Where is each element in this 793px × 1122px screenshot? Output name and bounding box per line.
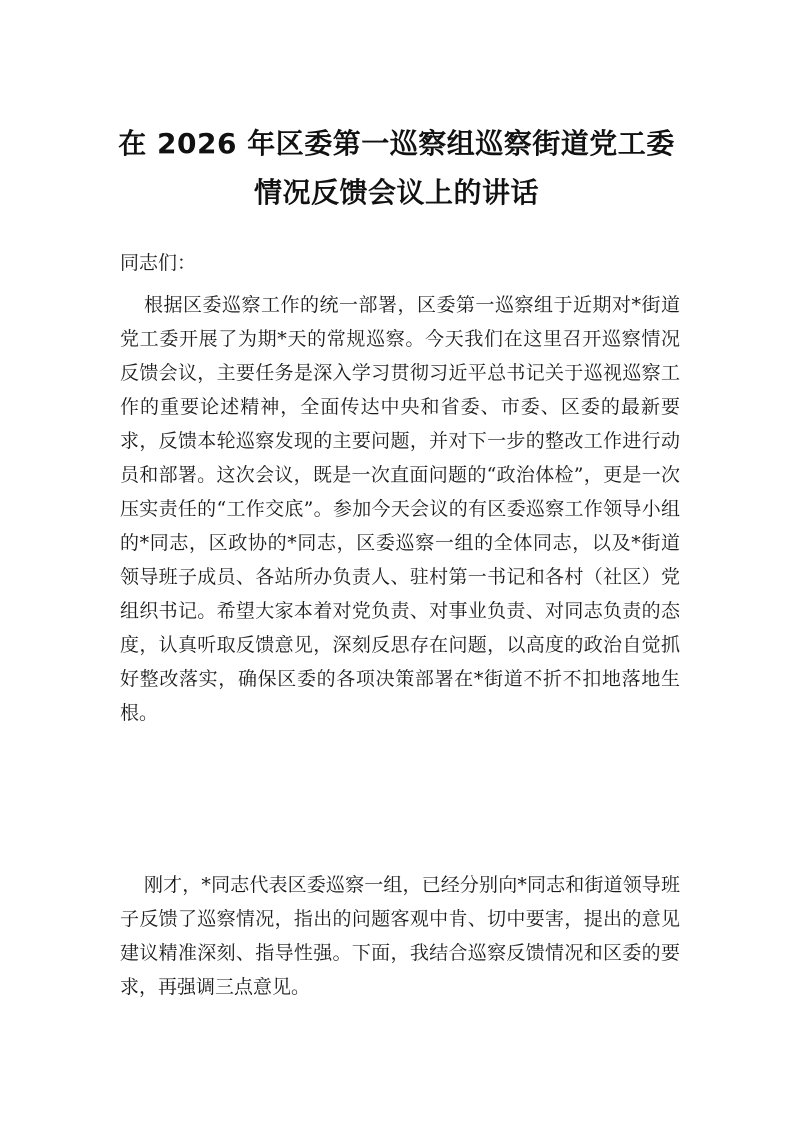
salutation: 同志们： — [120, 252, 197, 274]
paragraph-2: 刚才，*同志代表区委巡察一组，已经分别向*同志和街道领导班子反馈了巡察情况，指出的问题客观中肯、切中要害，提出的意见建议精准深刻、指导性强。下面，我结合巡察反馈情况和区委的要求，再强调三点意见。 — [120, 874, 680, 998]
paragraph-1: 根据区委巡察工作的统一部署，区委第一巡察组于近期对*街道党工委开展了为期*天的常规巡察。今天我们在这里召开巡察情况反馈会议，主要任务是深入学习贯彻习近平总书记关于巡视巡察工作的重要论述精神，全面传达中央和省委、市委、区委的最新要求，反馈本轮巡察发现的主要问题，并对下一步的整改工作进行动员和部署。这次会议，既是一次直面问题的“政治体检”，更是一次压实责任的“工作交底”。参加今天会议的有区委巡察工作领导小组的*同志，区政协的*同志，区委巡察一组的全体同志，以及*街道领导班子成员、各站所办负责人、驻村第一书记和各村（社区）党组织书记。希望大家本着对党负责、对事业负责、对同志负责的态度，认真听取反馈意见，深刻反思存在问题，以高度的政治自觉抓好整改落实，确保区委的各项决策部署在*街道不折不扣地落地生根。 — [120, 294, 680, 724]
document-title-line-1: 在 2026 年区委第一巡察组巡察街道党工委 — [118, 127, 675, 160]
document-title-line-2: 情况反馈会议上的讲话 — [253, 176, 539, 209]
